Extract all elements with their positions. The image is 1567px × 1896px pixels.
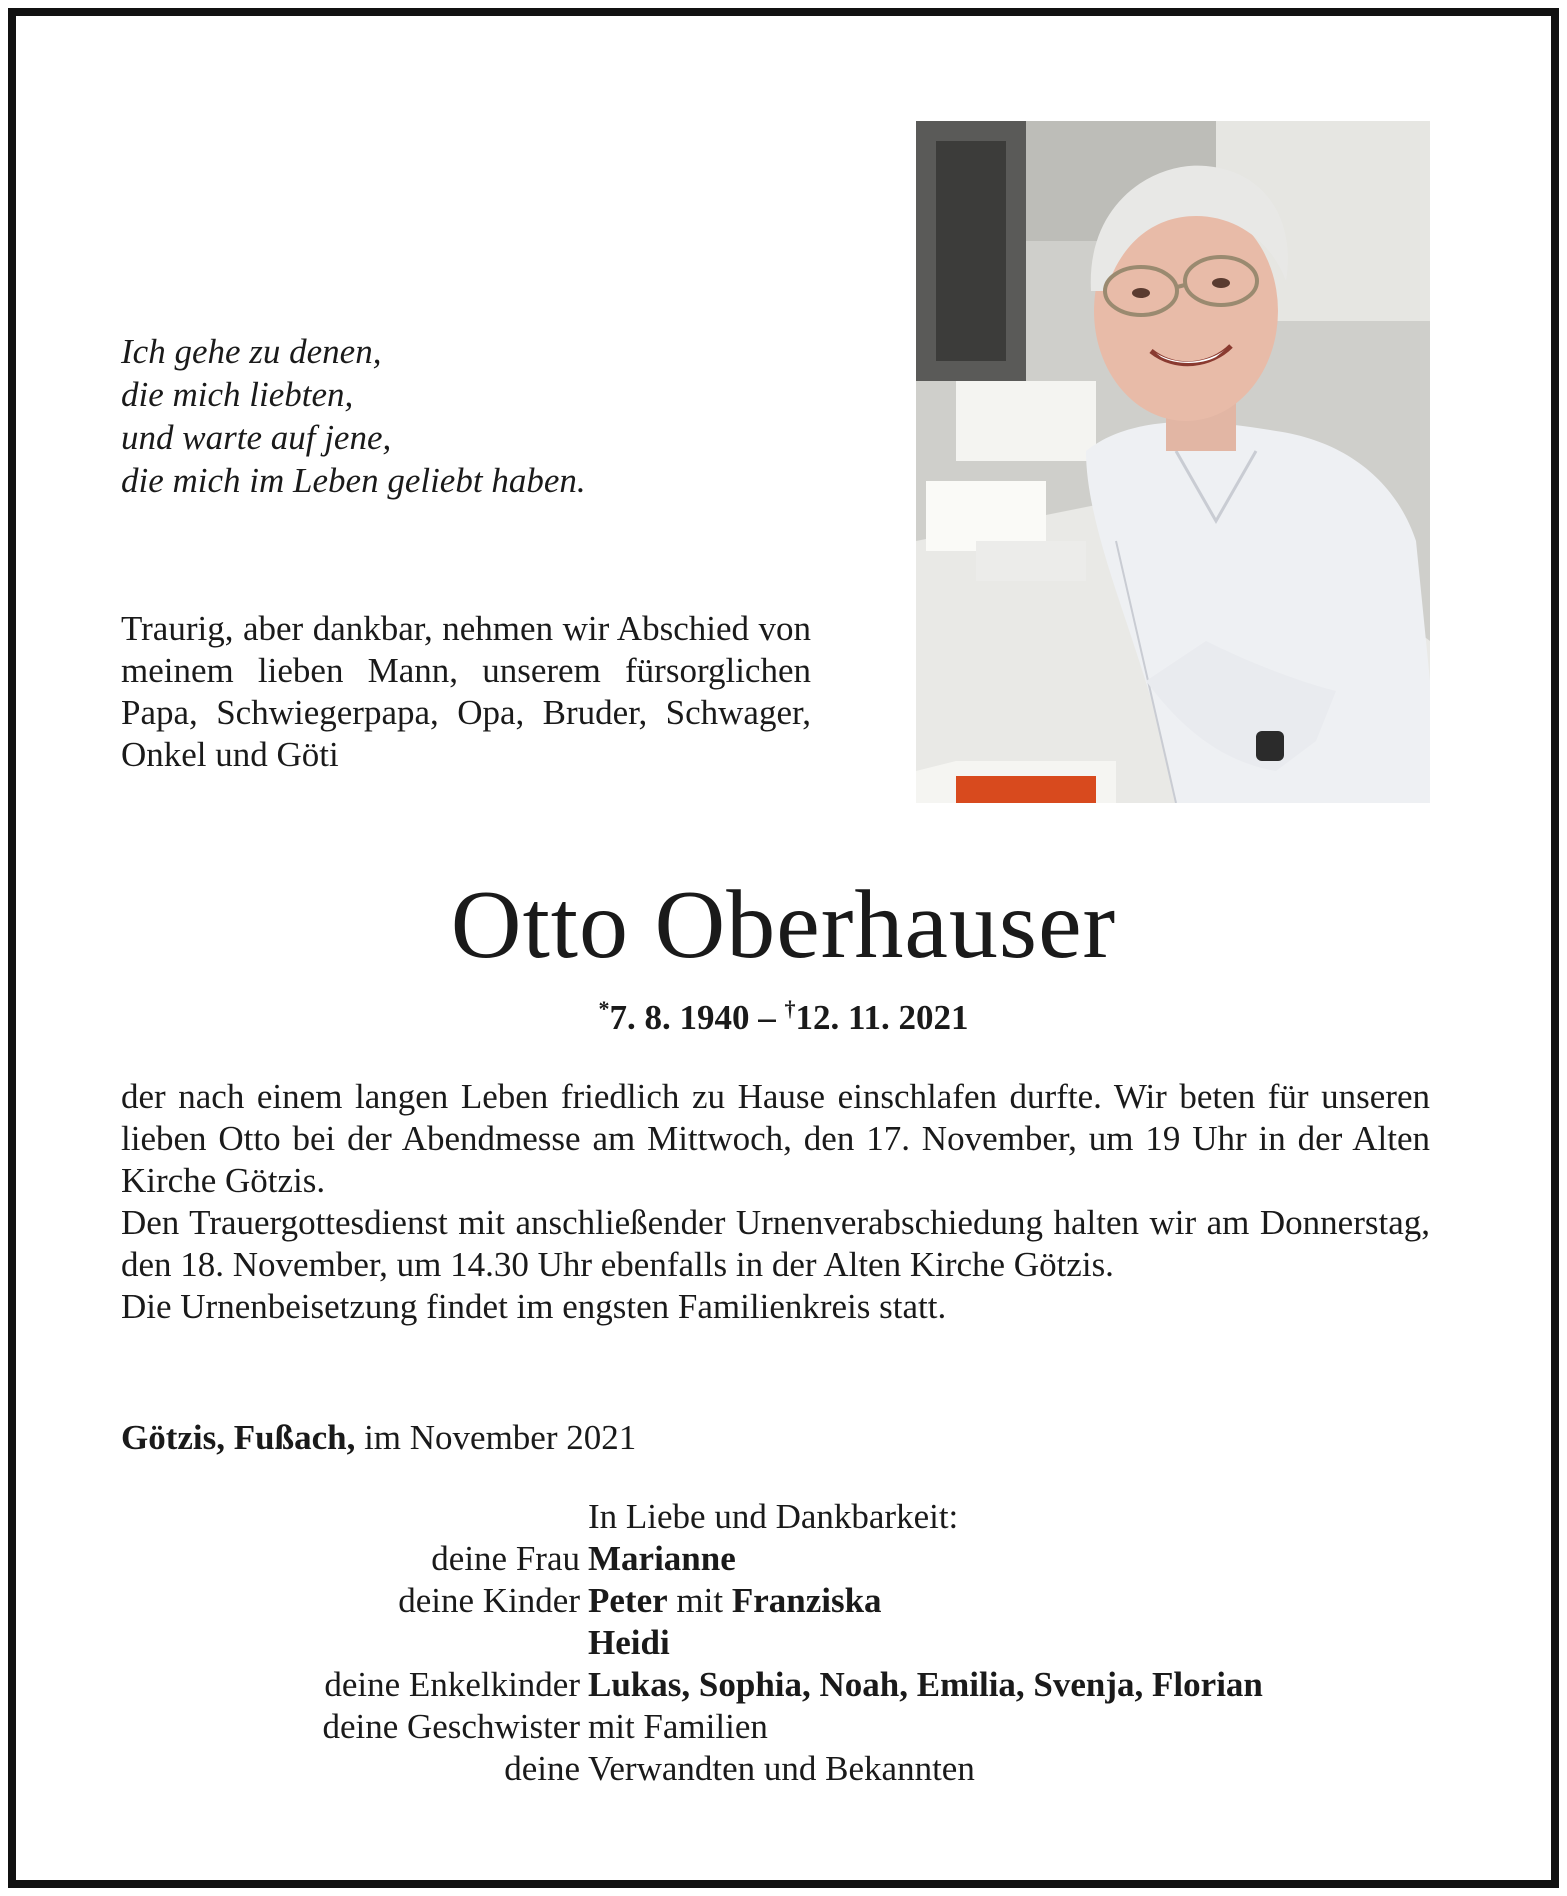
- announcement-body: [121, 1076, 1430, 1328]
- signature-value: Heidi: [588, 1623, 670, 1662]
- signature-label: deine Enkelkinder: [324, 1665, 580, 1704]
- portrait-photo: [916, 121, 1430, 803]
- poem-line: die mich liebten,: [121, 375, 354, 414]
- signature-label: deine Geschwister: [322, 1707, 580, 1746]
- signature-value: mit Familien: [588, 1707, 768, 1746]
- signature-title: In Liebe und Dankbarkeit:: [588, 1497, 959, 1536]
- signature-row: [0, 1664, 1567, 1706]
- place-date: im November 2021: [364, 1418, 637, 1457]
- death-date: 12. 11. 2021: [795, 998, 969, 1037]
- signature-value: Peter mit Franziska: [588, 1581, 882, 1620]
- signature-value: Verwandten und Bekannten: [588, 1749, 975, 1788]
- place-locations: Götzis, Fußach,: [121, 1418, 356, 1457]
- birth-date: 7. 8. 1940: [609, 998, 750, 1037]
- signature-value: Marianne: [588, 1539, 736, 1578]
- deceased-name: Otto Oberhauser: [450, 871, 1117, 979]
- signature-label: deine: [504, 1749, 580, 1788]
- signature-row: [0, 1748, 1567, 1790]
- poem-line: die mich im Leben geliebt haben.: [121, 461, 586, 500]
- signature-label: deine Frau: [431, 1539, 580, 1578]
- portrait-photo-icon: [916, 121, 1430, 803]
- signature-label: deine Kinder: [398, 1581, 580, 1620]
- place-date-line: [121, 1418, 636, 1458]
- signature-value: Lukas, Sophia, Noah, Emilia, Svenja, Florian: [588, 1665, 1263, 1704]
- death-symbol: †: [784, 996, 796, 1021]
- poem-line: Ich gehe zu denen,: [121, 332, 382, 371]
- signature-row: [0, 1706, 1567, 1748]
- body-paragraph: der nach einem langen Leben friedlich zu Hause einschlafen durfte. Wir beten für unseren lieben Otto bei der Abendmesse am Mittwoch, den 17. November, um 19 Uhr in der Alten Kirche Götzis.: [121, 1077, 1430, 1200]
- date-separator: –: [758, 998, 776, 1037]
- poem-line: und warte auf jene,: [121, 418, 392, 457]
- life-dates: [0, 998, 1567, 1038]
- body-paragraph: Den Trauergottesdienst mit anschließender Urnenverabschiedung halten wir am Donnerstag, den 18. November, um 14.30 Uhr ebenfalls in der Alten Kirche Götzis.: [121, 1203, 1430, 1284]
- poem: [121, 330, 586, 502]
- signature-row: [0, 1538, 1567, 1580]
- signature-row: [0, 1580, 1567, 1622]
- intro-text: Traurig, aber dankbar, nehmen wir Abschied von meinem lieben Mann, unserem fürsorglichen Papa, Schwiegerpapa, Opa, Bruder, Schwager, Onkel und Göti: [121, 609, 811, 774]
- birth-symbol: *: [598, 996, 610, 1021]
- body-paragraph: Die Urnenbeisetzung findet im engsten Familienkreis statt.: [121, 1287, 947, 1326]
- signature-row: [0, 1622, 1567, 1664]
